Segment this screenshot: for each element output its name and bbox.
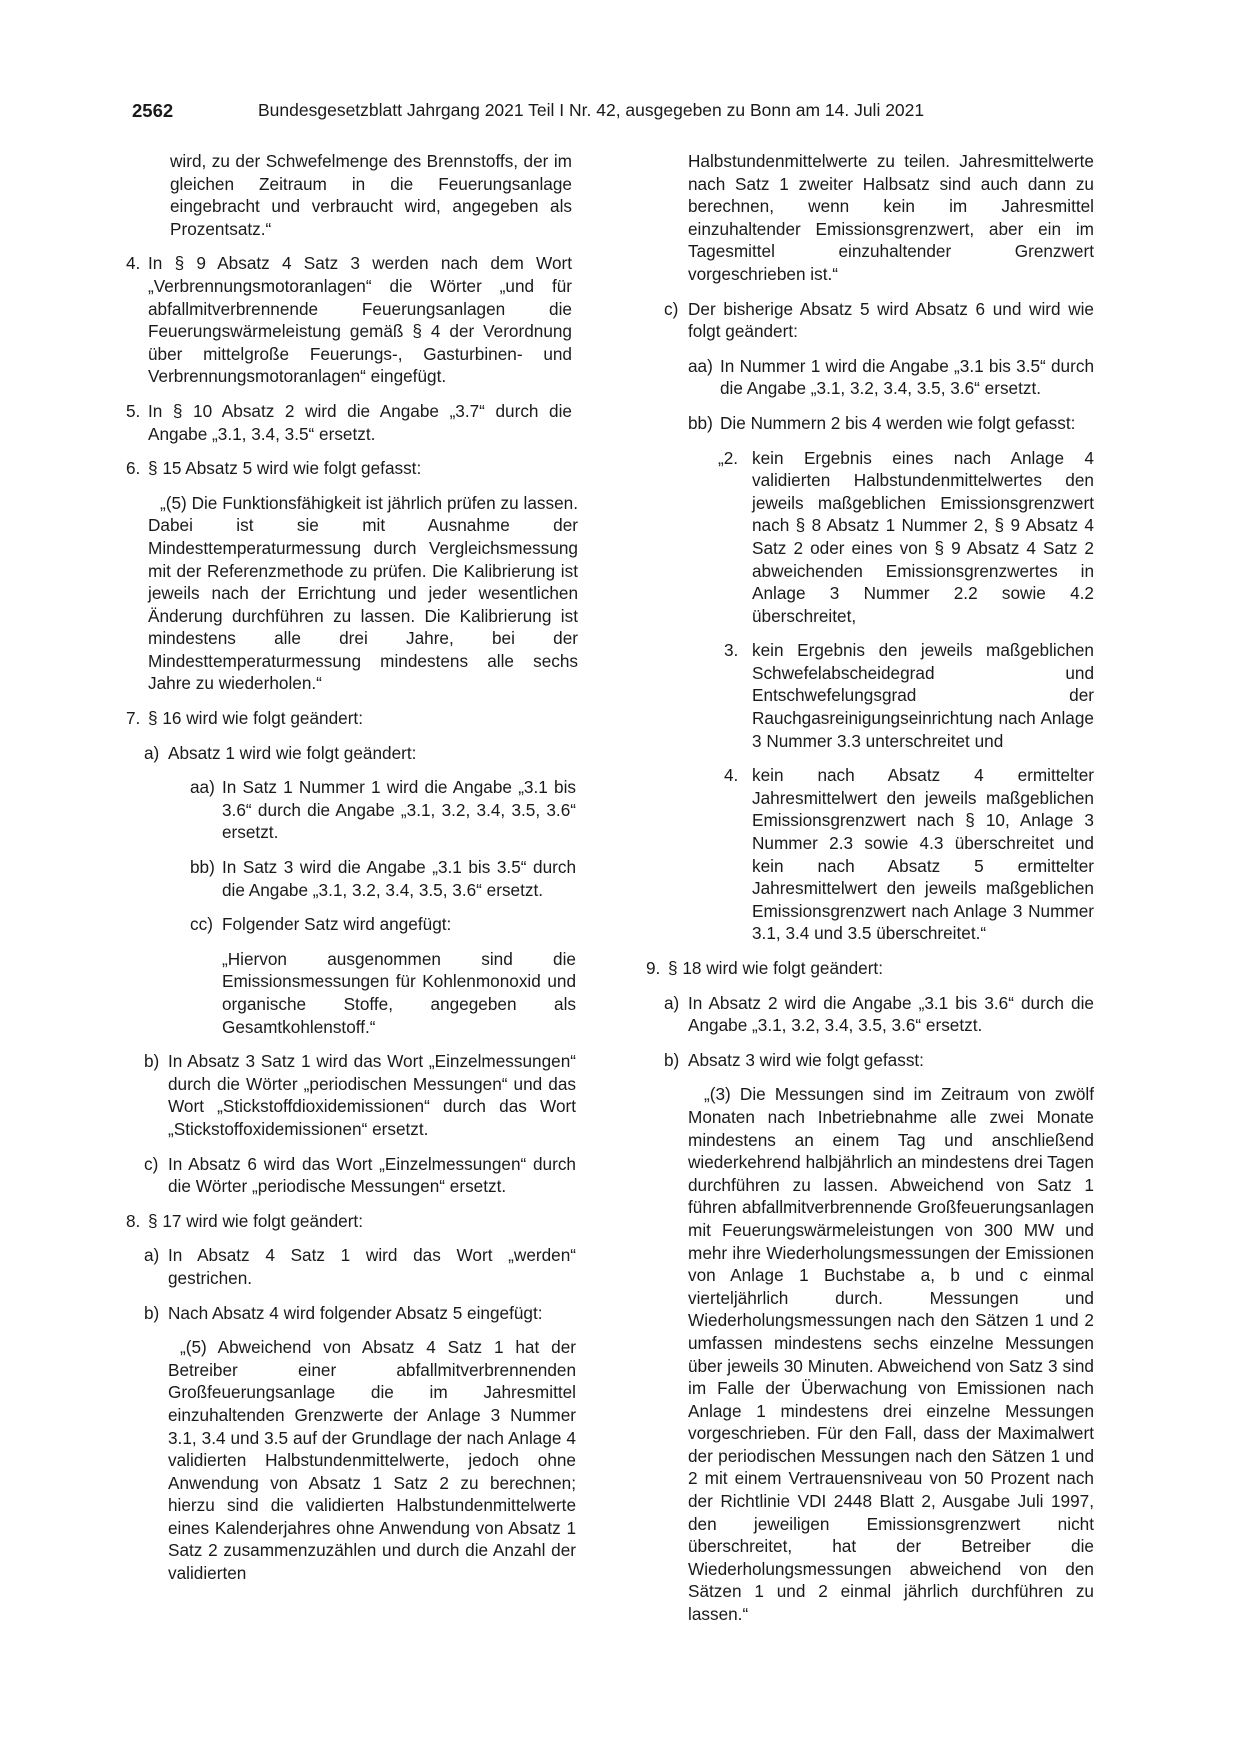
numbered-item-text: kein Ergebnis den jeweils maßgeblichen Schwefelabscheidegrad und Entschwefelungsgrad der Rauchgasreinigungseinrichtung nach Anlage 3 Nummer 3.3 unterschreitet und [752,640,1094,751]
left-column [126,150,610,1585]
sub-item-label: a) [664,992,680,1013]
list-item-6 [126,457,610,480]
list-item-text: § 16 wird wie folgt geändert: [148,708,363,729]
sub-sub-item-label: bb) [688,412,713,433]
sub-item-8a [144,1244,576,1289]
sub-item-label: a) [144,742,160,763]
numbered-item-label: 3. [724,640,739,661]
sub-item-label: a) [144,1245,160,1266]
page-header [132,100,1112,126]
numbered-item-4 [718,764,1094,945]
sub-item-label: b) [144,1302,160,1323]
sub-item-text: In Absatz 6 wird das Wort „Einzelmessungen“ durch die Wörter „periodische Messungen“ ersetzt. [168,1153,576,1197]
list-item-label: 9. [646,958,661,978]
numbered-item-text: kein nach Absatz 4 ermittelter Jahresmittelwert den jeweils maßgeblichen Emissionsgrenzwert nach § 10, Anlage 3 Nummer 2.3 sowie 4.3 überschreitet und kein nach Absatz 5 ermittelter Jahresmittelwert den jeweils maßgeblichen Emissionsgrenzwert nach Anlage 3 Nummer 3.1, 3.4 und 3.5 überschreitet.“ [752,765,1094,944]
quoted-paragraph-3: „(3) Die Messungen sind im Zeitraum von zwölf Monaten nach Inbetriebnahme alle zwei Monate mindestens an einem Tag und anschließend wiederkehrend halbjährlich an mindestens drei Tagen durchführen zu lassen. Abweichend von Satz 1 führen abfallmitverbrennende Großfeuerungsanlagen mit Feuerungswärmeleistungen von 300 MW und mehr ihre Wiederholungsmessungen der Emissionen von Anlage 1 Buchstabe a, b und c einmal vierteljährlich durch. Messungen und Wiederholungsmessungen nach den Sätzen 1 und 2 umfassen mindestens sechs einzelne Messungen über jeweils 30 Minuten. Abweichend von Satz 3 sind im Falle der Überwachung von Emissionen nach Anlage 1 mindestens drei einzelne Messungen vorgeschrieben. Für den Fall, dass der Maximalwert der periodischen Messungen nach den Sätzen 1 und 2 mit einem Vertrauensniveau von 50 Prozent nach der Richtlinie VDI 2448 Blatt 2, Ausgabe Juli 1997, den jeweiligen Emissionsgrenzwert nicht überschreitet, hat der Betreiber die Wiederholungsmessungen abweichend von den Sätzen 1 und 2 einmal jährlich durchführen zu lassen.“ [688,1084,1094,1625]
quoted-paragraph-5: „(5) Die Funktionsfähigkeit ist jährlich prüfen zu lassen. Dabei ist sie mit Ausnahme der Mindesttemperaturmessung durch Vergleichsmessung mit der Referenzmethode zu prüfen. Die Kalibrierung ist jeweils nach der Errichtung und jeder wesentlichen Änderung durchführen zu lassen. Die Kalibrierung ist mindestens alle drei Jahre, bei der Mindesttemperaturmessung mindestens alle sechs Jahre zu wiederholen.“ [148,492,578,694]
list-item-label: 5. [126,400,141,421]
list-item-text: § 17 wird wie folgt geändert: [148,1210,363,1231]
list-item-text: In § 9 Absatz 4 Satz 3 werden nach dem Wort „Verbrennungsmotoranlagen“ die Wörter „und für abfallmitverbrennende Feuerungsanlagen die Feuerungswärmeleistung gemäß § 4 der Verordnung über mittelgroße Feuerungs-, Gasturbinen- und Verbrennungsmotoranlagen“ eingefügt. [148,253,572,387]
sub-sub-item-7a-cc [190,913,576,936]
sub-item-text: Nach Absatz 4 wird folgender Absatz 5 eingefügt: [168,1302,543,1323]
numbered-item-2 [718,447,1094,628]
sub-item-text: In Absatz 4 Satz 1 wird das Wort „werden“ gestrichen. [168,1245,576,1288]
sub-item-9a [664,992,1094,1037]
sub-item-text: In Absatz 3 Satz 1 wird das Wort „Einzelmessungen“ durch die Wörter „periodischen Messungen“ und das Wort „Stickstoffdioxidemissionen“ durch das Wort „Stickstoffoxidemissionen“ ersetzt. [168,1051,576,1139]
list-item-text: § 15 Absatz 5 wird wie folgt gefasst: [148,458,422,479]
sub-sub-item-text: In Satz 1 Nummer 1 wird die Angabe „3.1 bis 3.6“ durch die Angabe „3.1, 3.2, 3.4, 3.5, 3.6“ ersetzt. [222,777,576,843]
list-item-7 [126,707,610,730]
continuation-text: wird, zu der Schwefelmenge des Brennstoffs, der im gleichen Zeitraum in die Feuerungsanlage eingebracht und verbraucht wird, angegeben als Prozentsatz.“ [170,151,572,239]
numbered-item-3 [718,639,1094,752]
sub-item-9b [664,1049,1094,1072]
page-number: 2562 [132,100,174,121]
sub-sub-item-label: bb) [190,857,215,878]
sub-sub-item-7a-bb [190,856,576,901]
sub-item-text: Der bisherige Absatz 5 wird Absatz 6 und wird wie folgt geändert: [688,298,1094,342]
sub-sub-item-8c-aa [688,355,1094,400]
sub-sub-item-text: Die Nummern 2 bis 4 werden wie folgt gefasst: [720,412,1076,433]
sub-sub-item-text: Folgender Satz wird angefügt: [222,914,452,935]
sub-sub-item-label: cc) [190,914,213,935]
list-item-9 [646,957,1116,980]
list-item-text: § 18 wird wie folgt geändert: [668,958,883,978]
sub-sub-item-text: In Nummer 1 wird die Angabe „3.1 bis 3.5“ durch die Angabe „3.1, 3.2, 3.4, 3.5, 3.6“ ersetzt. [720,355,1094,399]
sub-item-text: Absatz 1 wird wie folgt geändert: [168,742,417,763]
sub-item-label: c) [144,1153,159,1174]
running-head: Bundesgesetzblatt Jahrgang 2021 Teil I Nr. 42, ausgegeben zu Bonn am 14. Juli 2021 [258,100,925,120]
list-item-text: In § 10 Absatz 2 wird die Angabe „3.7“ durch die Angabe „3.1, 3.4, 3.5“ ersetzt. [148,400,572,444]
numbered-item-label: 4. [724,765,739,786]
sub-sub-item-text: In Satz 3 wird die Angabe „3.1 bis 3.5“ durch die Angabe „3.1, 3.2, 3.4, 3.5, 3.6“ ersetzt. [222,857,576,900]
numbered-item-label: „2. [718,447,739,468]
sub-item-8b [144,1302,576,1325]
sub-sub-item-8c-bb [688,412,1094,435]
sub-item-7b [144,1050,576,1140]
list-item-label: 7. [126,708,141,729]
sub-item-label: c) [664,298,679,319]
sub-sub-item-label: aa) [688,355,713,376]
quoted-sentence: „Hiervon ausgenommen sind die Emissionsmessungen für Kohlenmonoxid und organische Stoffe, angegeben als Gesamtkohlenstoff.“ [222,948,576,1037]
sub-item-text: Absatz 3 wird wie folgt gefasst: [688,1049,924,1070]
sub-item-label: b) [144,1051,160,1072]
right-column [646,150,1116,1626]
sub-sub-item-7a-aa [190,776,576,844]
list-item-8 [126,1210,610,1233]
list-item-4 [126,252,610,388]
sub-item-7c [144,1153,576,1198]
numbered-item-text: kein Ergebnis eines nach Anlage 4 validierten Halbstundenmittelwertes den jeweils maßgeblichen Emissionsgrenzwert nach § 8 Absatz 1 Nummer 2, § 9 Absatz 4 Satz 2 oder eines von § 9 Absatz 4 Satz 2 abweichenden Emissionsgrenzwertes in Anlage 3 Nummer 2.2 sowie 4.2 überschreitet, [752,447,1094,626]
list-item-label: 6. [126,458,141,479]
list-item-label: 8. [126,1210,141,1231]
sub-item-8c [664,298,1094,343]
list-item-label: 4. [126,253,141,274]
quoted-paragraph-start: „(5) Abweichend von Absatz 4 Satz 1 hat der Betreiber einer abfallmitverbrennenden Großfeuerungsanlage die im Jahresmittel einzuhaltenden Grenzwerte der Anlage 3 Nummer 3.1, 3.4 und 3.5 auf der Grundlage der nach Anlage 4 validierten Halbstundenmittelwerte, jedoch ohne Anwendung von Absatz 1 Satz 2 zu berechnen; hierzu sind die validierten Halbstundenmittelwerte eines Kalenderjahres ohne Anwendung von Absatz 1 Satz 2 zusammenzuzählen und durch die Anzahl der validierten [168,1337,576,1584]
list-item-5 [126,400,610,445]
sub-item-text: In Absatz 2 wird die Angabe „3.1 bis 3.6“ durch die Angabe „3.1, 3.2, 3.4, 3.5, 3.6“ ersetzt. [688,992,1094,1036]
quoted-paragraph-continuation: Halbstundenmittelwerte zu teilen. Jahresmittelwerte nach Satz 1 zweiter Halbsatz sind auch dann zu berechnen, wenn kein im Jahresmittel einzuhaltender Emissionsgrenzwert, aber ein im Tagesmittel einzuhaltender Grenzwert vorgeschrieben ist.“ [688,151,1094,284]
sub-item-label: b) [664,1049,680,1070]
sub-sub-item-label: aa) [190,777,215,798]
sub-item-7a [144,742,610,765]
